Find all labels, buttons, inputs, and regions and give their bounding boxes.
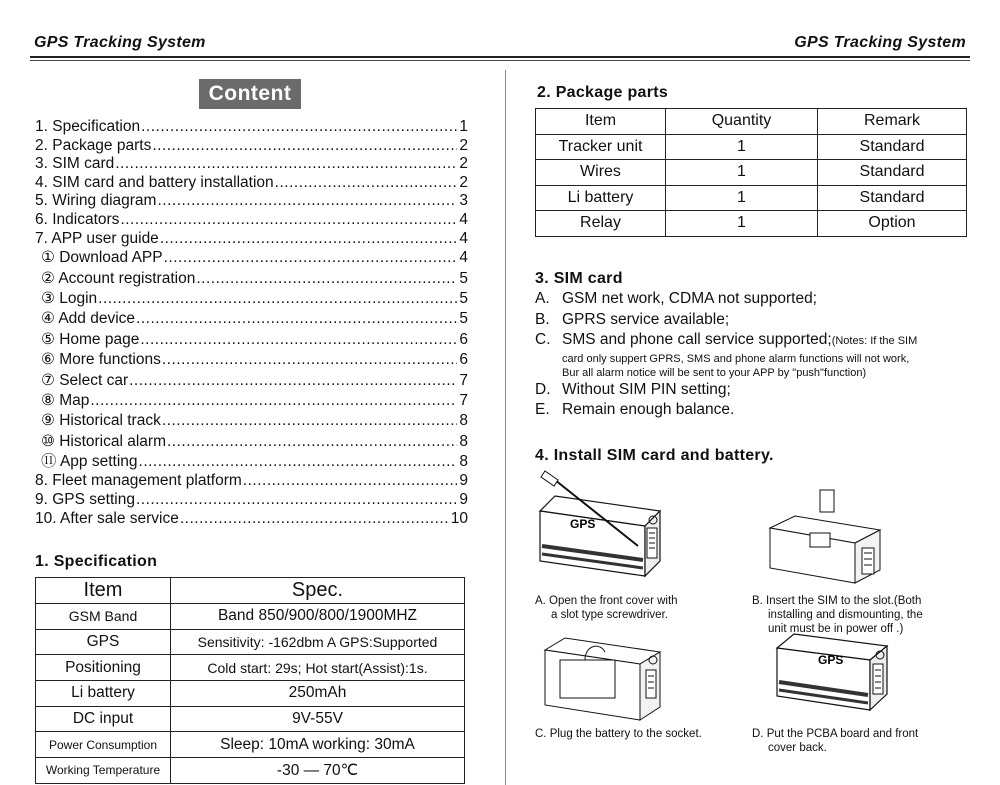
package-header-remark: Remark xyxy=(818,109,967,135)
toc-item xyxy=(35,118,468,137)
sim-item-c: SMS and phone call service supported; xyxy=(562,331,832,348)
package-title: 2. Package parts xyxy=(537,84,669,101)
caption-d xyxy=(752,727,918,755)
spec-value: Band 850/900/800/1900MHZ xyxy=(171,604,465,630)
toc-item-page: 1 xyxy=(459,118,468,135)
table-row xyxy=(36,706,465,732)
spec-item: DC input xyxy=(36,706,171,732)
spec-title: 1. Specification xyxy=(35,553,158,570)
toc-item xyxy=(35,452,468,472)
spec-item: GSM Band xyxy=(36,604,171,630)
caption-line: installing and dismounting, the xyxy=(768,609,923,621)
caption-line: cover back. xyxy=(768,742,827,754)
header-title-right: GPS Tracking System xyxy=(794,34,966,51)
package-remark: Standard xyxy=(818,160,967,186)
toc-item-page: 2 xyxy=(459,136,468,154)
package-header-quantity: Quantity xyxy=(666,109,818,135)
package-remark: Standard xyxy=(818,134,967,160)
toc-item-page: 9 xyxy=(459,472,468,490)
toc-item xyxy=(35,330,468,350)
toc-leader-dots xyxy=(119,211,457,230)
toc-item-title: ② Account registration xyxy=(41,269,196,287)
toc-item xyxy=(35,432,468,452)
table-of-contents xyxy=(35,118,468,528)
toc-item-title: ⑪ App setting xyxy=(41,453,138,471)
spec-item: Li battery xyxy=(36,681,171,707)
table-row xyxy=(36,681,465,707)
header-rule-thin xyxy=(30,60,970,61)
toc-item-page: 5 xyxy=(459,269,468,287)
spec-header-row xyxy=(36,578,465,604)
package-table xyxy=(535,108,967,237)
table-row xyxy=(536,185,967,211)
table-row xyxy=(536,160,967,186)
figure-put-cover-back xyxy=(772,628,912,723)
caption-line: D. Put the PCBA board and front xyxy=(752,728,919,740)
toc-item-title: ⑦ Select car xyxy=(41,371,129,389)
toc-item xyxy=(35,411,468,431)
toc-item xyxy=(35,137,468,156)
toc-item-title: ⑧ Map xyxy=(41,391,90,409)
package-quantity: 1 xyxy=(666,211,818,237)
spec-value: 9V-55V xyxy=(171,706,465,732)
spec-value: Cold start: 29s; Hot start(Assist):1s. xyxy=(171,655,465,681)
toc-item-page: 9 xyxy=(459,491,468,509)
device-label: GPS xyxy=(818,653,844,667)
sim-title: 3. SIM card xyxy=(535,270,623,287)
content-heading: Content xyxy=(199,79,301,109)
caption-c xyxy=(535,727,702,741)
list-letter: E. xyxy=(535,401,550,418)
toc-item xyxy=(35,510,468,529)
spec-value: Sleep: 10mA working: 30mA xyxy=(171,732,465,758)
toc-item-page: 5 xyxy=(459,289,468,307)
table-row xyxy=(36,655,465,681)
toc-item-title: 4. SIM card and battery installation xyxy=(35,173,274,191)
toc-leader-dots xyxy=(156,192,457,211)
package-item: Li battery xyxy=(536,185,666,211)
table-row xyxy=(536,134,967,160)
toc-item-page: 10 xyxy=(450,509,468,527)
toc-item xyxy=(35,391,468,411)
toc-item-page: 8 xyxy=(459,412,468,430)
spec-item: Power Consumption xyxy=(36,732,171,758)
list-letter: D. xyxy=(535,380,551,398)
toc-leader-dots xyxy=(163,248,458,268)
package-quantity: 1 xyxy=(666,160,818,186)
toc-leader-dots xyxy=(138,452,458,472)
device-label: GPS xyxy=(570,517,596,531)
toc-item-title: 2. Package parts xyxy=(35,136,152,154)
toc-item xyxy=(35,371,468,391)
toc-item xyxy=(35,491,468,510)
toc-item-page: 6 xyxy=(459,351,468,369)
table-row xyxy=(36,629,465,655)
toc-item-page: 4 xyxy=(459,210,468,228)
toc-item xyxy=(35,472,468,491)
toc-leader-dots xyxy=(161,350,458,370)
caption-line: C. Plug the battery to the socket. xyxy=(535,728,702,740)
toc-item-title: 7. APP user guide xyxy=(35,229,159,247)
list-item xyxy=(535,380,985,401)
spec-table xyxy=(35,577,465,784)
package-remark: Standard xyxy=(818,185,967,211)
sim-requirements xyxy=(535,289,985,421)
spec-item: Positioning xyxy=(36,655,171,681)
toc-item-title: 9. GPS setting xyxy=(35,491,135,509)
toc-item-page: 2 xyxy=(459,155,468,173)
toc-item-title: 1. Specification xyxy=(35,118,141,135)
toc-item xyxy=(35,230,468,249)
caption-a xyxy=(535,594,678,622)
package-remark: Option xyxy=(818,211,967,237)
toc-item xyxy=(35,248,468,268)
toc-item-page: 5 xyxy=(459,310,468,328)
caption-line: a slot type screwdriver. xyxy=(551,609,668,621)
toc-item-title: 5. Wiring diagram xyxy=(35,192,157,210)
sim-note-line: Bur all alarm notice will be sent to your APP by "push"function) xyxy=(562,366,867,379)
toc-leader-dots xyxy=(139,330,457,350)
caption-line: A. Open the front cover with xyxy=(535,595,678,607)
table-row xyxy=(36,604,465,630)
list-item xyxy=(535,310,985,331)
toc-item xyxy=(35,289,468,309)
toc-item-page: 8 xyxy=(459,453,468,471)
toc-leader-dots xyxy=(114,155,457,174)
toc-leader-dots xyxy=(242,472,458,491)
toc-item-page: 7 xyxy=(459,371,468,389)
package-item: Relay xyxy=(536,211,666,237)
table-row xyxy=(36,758,465,784)
figure-insert-sim xyxy=(765,488,905,588)
toc-item-title: ⑤ Home page xyxy=(41,330,140,348)
toc-item-page: 8 xyxy=(459,432,468,450)
toc-item xyxy=(35,174,468,193)
spec-header-spec: Spec. xyxy=(171,578,465,604)
header-title-left: GPS Tracking System xyxy=(34,34,206,51)
spec-value: Sensitivity: -162dbm A GPS:Supported xyxy=(171,629,465,655)
caption-line: unit must be in power off .) xyxy=(768,623,904,635)
toc-leader-dots xyxy=(161,411,458,431)
spec-header-item: Item xyxy=(36,578,171,604)
toc-leader-dots xyxy=(97,289,457,309)
spec-value: -30 — 70℃ xyxy=(171,758,465,784)
spec-item: GPS xyxy=(36,629,171,655)
table-row xyxy=(36,732,465,758)
column-divider xyxy=(505,70,506,785)
toc-leader-dots xyxy=(195,269,457,289)
toc-item-page: 3 xyxy=(459,192,468,210)
package-item: Wires xyxy=(536,160,666,186)
toc-leader-dots xyxy=(159,230,458,249)
package-quantity: 1 xyxy=(666,134,818,160)
toc-leader-dots xyxy=(166,432,457,452)
toc-item-title: 3. SIM card xyxy=(35,155,115,173)
toc-leader-dots xyxy=(128,371,457,391)
toc-item xyxy=(35,269,468,289)
toc-item-title: 10. After sale service xyxy=(35,509,179,527)
install-title: 4. Install SIM card and battery. xyxy=(535,447,774,464)
spec-item: Working Temperature xyxy=(36,758,171,784)
toc-item-page: 6 xyxy=(459,330,468,348)
toc-item-title: ⑥ More functions xyxy=(41,351,161,369)
list-item xyxy=(535,400,985,421)
toc-leader-dots xyxy=(274,174,458,193)
toc-leader-dots xyxy=(140,118,457,137)
toc-item-title: ① Download APP xyxy=(41,249,163,267)
toc-item xyxy=(35,192,468,211)
toc-item xyxy=(35,155,468,174)
toc-item-title: ④ Add device xyxy=(41,310,136,328)
toc-item-title: 8. Fleet management platform xyxy=(35,472,242,490)
toc-leader-dots xyxy=(135,309,457,329)
spec-value: 250mAh xyxy=(171,681,465,707)
package-item: Tracker unit xyxy=(536,134,666,160)
toc-leader-dots xyxy=(135,491,457,510)
package-header-item: Item xyxy=(536,109,666,135)
sim-item-a: GSM net work, CDMA not supported; xyxy=(562,290,817,307)
list-item xyxy=(535,330,985,352)
toc-item-title: ⑨ Historical track xyxy=(41,412,161,430)
header-rule xyxy=(30,56,970,58)
toc-item-title: ③ Login xyxy=(41,289,98,307)
sim-note: (Notes: If the SIM xyxy=(831,335,918,347)
figure-open-cover xyxy=(530,466,730,591)
figure-plug-battery xyxy=(540,630,690,725)
sim-item-e: Remain enough balance. xyxy=(562,401,735,418)
list-letter: B. xyxy=(535,310,550,328)
toc-item xyxy=(35,211,468,230)
toc-leader-dots xyxy=(179,510,449,529)
toc-item xyxy=(35,309,468,329)
caption-line: B. Insert the SIM to the slot.(Both xyxy=(752,595,922,607)
list-item xyxy=(535,289,985,310)
list-letter: A. xyxy=(535,290,550,307)
list-letter: C. xyxy=(535,331,551,348)
sim-item-d: Without SIM PIN setting; xyxy=(562,380,731,398)
toc-item-title: 6. Indicators xyxy=(35,210,120,228)
toc-item-page: 4 xyxy=(459,249,468,267)
toc-item xyxy=(35,350,468,370)
toc-item-page: 7 xyxy=(459,391,468,409)
package-header-row xyxy=(536,109,967,135)
sim-item-b: GPRS service available; xyxy=(562,310,730,328)
toc-item-title: ⑩ Historical alarm xyxy=(41,432,166,450)
sim-note-line: card only suppert GPRS, SMS and phone alarm functions will not work, xyxy=(562,352,910,365)
table-row xyxy=(536,211,967,237)
package-quantity: 1 xyxy=(666,185,818,211)
toc-item-page: 2 xyxy=(459,173,468,191)
toc-leader-dots xyxy=(151,137,457,156)
toc-leader-dots xyxy=(89,391,457,411)
toc-item-page: 4 xyxy=(459,229,468,247)
